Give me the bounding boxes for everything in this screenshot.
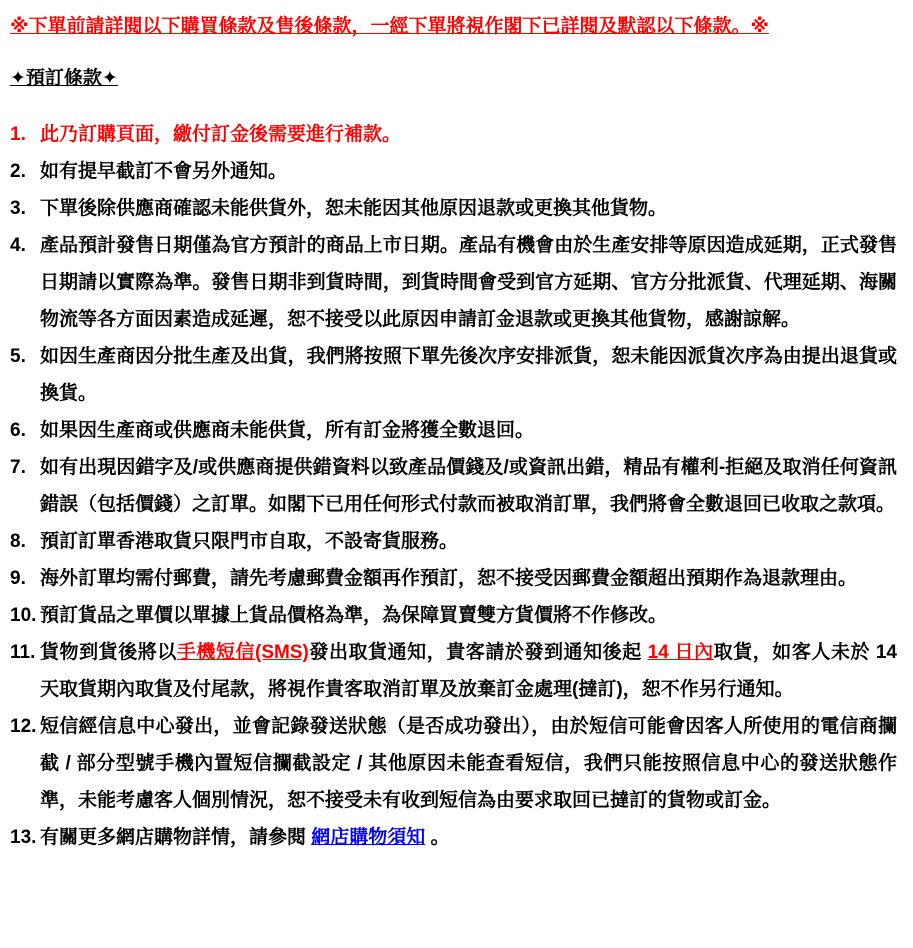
term-item — [10, 412, 897, 449]
term-text — [40, 449, 897, 523]
term-segment: 如果因生產商或供應商未能供貨，所有訂金將獲全數退回。 — [40, 420, 535, 441]
term-number: 2. — [10, 161, 26, 182]
term-item — [10, 190, 897, 227]
term-segment: 取貨，如客人未於 14 天取貨期內取貨及付尾款，將視作貴客取消訂單及放棄訂金處理(撻訂)，恕不作另行通知。 — [40, 642, 897, 700]
term-text — [40, 708, 897, 819]
term-item — [10, 338, 897, 412]
term-segment: 如有出現因錯字及/或供應商提供錯資料以致產品價錢及/或資訊出錯，精品有權利-拒絕及取消任何資訊錯誤（包括價錢）之訂單。如閣下已用任何形式付款而被取消訂單，我們將會全數退回已收取之款項。 — [40, 457, 897, 515]
term-segment: 產品預計發售日期僅為官方預計的商品上市日期。產品有機會由於生產安排等原因造成延期，正式發售日期請以實際為準。發售日期非到貨時間，到貨時間會受到官方延期、官方分批派貨、代理延期、海關物流等各方面因素造成延遲，恕不接受以此原因申請訂金退款或更換其他貨物，感謝諒解。 — [40, 235, 897, 330]
term-item — [10, 708, 897, 819]
term-item — [10, 523, 897, 560]
term-text — [40, 227, 897, 338]
term-item — [10, 227, 897, 338]
term-number: 10. — [10, 605, 37, 626]
term-number: 9. — [10, 568, 26, 589]
term-number: 6. — [10, 420, 26, 441]
term-segment: 短信經信息中心發出，並會記錄發送狀態（是否成功發出），由於短信可能會因客人所使用的電信商攔截 / 部分型號手機內置短信攔截設定 / 其他原因未能查看短信，我們只能按照信息中心的發送狀態作準，未能考慮客人個別情況，恕不接受未有收到短信為由要求取回已撻訂的貨物或訂金。 — [40, 716, 897, 811]
term-number: 13. — [10, 827, 37, 848]
pickup-deadline-emphasis: 14 日內 — [647, 642, 714, 663]
term-number: 7. — [10, 457, 26, 478]
term-segment: 貨物到貨後將以 — [40, 642, 177, 663]
term-text — [40, 412, 897, 449]
term-segment: 如因生產商因分批生產及出貨，我們將按照下單先後次序安排派貨，恕未能因派貨次序為由提出退貨或換貨。 — [40, 346, 897, 404]
term-segment: 預訂貨品之單價以單據上貨品價格為準，為保障買賣雙方貨價將不作修改。 — [40, 605, 668, 626]
term-text — [40, 819, 897, 856]
term-number: 1. — [10, 124, 26, 145]
term-text — [40, 153, 897, 190]
term-item — [10, 116, 897, 153]
section-heading: ✦預訂條款✦ — [10, 68, 118, 89]
term-item — [10, 597, 897, 634]
term-number: 3. — [10, 198, 26, 219]
term-segment: 此乃訂購頁面，繳付訂金後需要進行補款。 — [40, 124, 402, 145]
term-number: 11. — [10, 642, 36, 663]
term-number: 12. — [10, 716, 37, 737]
shop-guide-link[interactable]: 網店購物須知 — [311, 827, 426, 848]
term-text — [40, 597, 897, 634]
term-segment: 海外訂單均需付郵費，請先考慮郵費金額再作預訂，恕不接受因郵費金額超出預期作為退款理由。 — [40, 568, 858, 589]
term-text — [40, 116, 897, 153]
page-title: ※下單前請詳閱以下購買條款及售後條款，一經下單將視作閣下已詳閱及默認以下條款。※ — [10, 16, 769, 37]
term-segment: 預訂訂單香港取貨只限門市自取，不設寄貨服務。 — [40, 531, 459, 552]
term-segment: 下單後除供應商確認未能供貨外，恕未能因其他原因退款或更換其他貨物。 — [40, 198, 668, 219]
terms-list — [10, 116, 897, 856]
term-segment: 發出取貨通知，貴客請於發到通知後起 — [308, 642, 648, 663]
term-segment: 有關更多網店購物詳情，請參閱 — [40, 827, 312, 848]
term-item — [10, 819, 897, 856]
term-text — [40, 560, 897, 597]
term-item — [10, 560, 897, 597]
term-segment: 如有提早截訂不會另外通知。 — [40, 161, 288, 182]
term-number: 5. — [10, 346, 26, 367]
term-text — [40, 634, 897, 708]
term-text — [40, 338, 897, 412]
term-number: 8. — [10, 531, 26, 552]
term-item — [10, 449, 897, 523]
term-number: 4. — [10, 235, 26, 256]
term-item — [10, 153, 897, 190]
term-segment: 。 — [425, 827, 450, 848]
term-text — [40, 190, 897, 227]
term-item — [10, 634, 897, 708]
sms-notice-emphasis: 手機短信(SMS) — [176, 642, 309, 663]
term-text — [40, 523, 897, 560]
